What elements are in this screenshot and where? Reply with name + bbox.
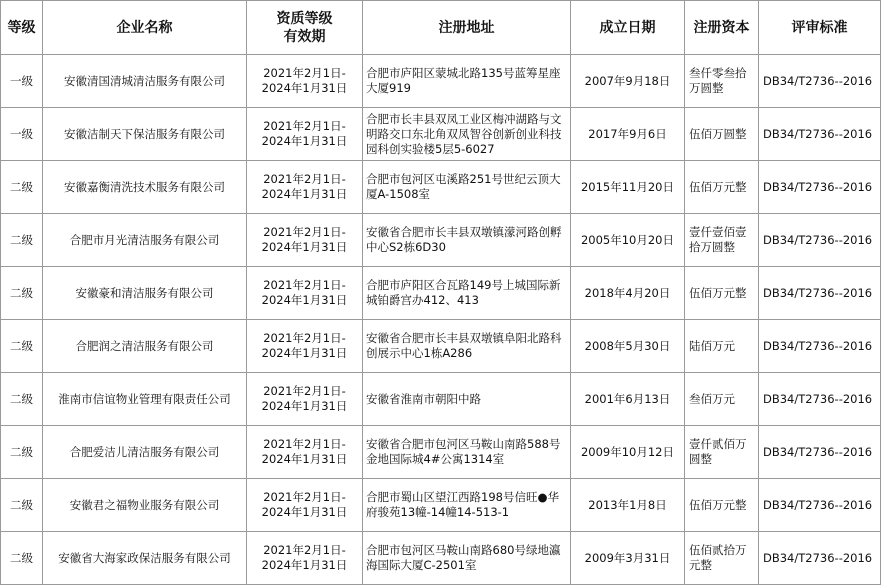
header-founded: 成立日期 xyxy=(571,1,685,55)
cell-capital: 壹仟贰佰万圆整 xyxy=(685,426,759,479)
cell-company: 安徽豪和清洁服务有限公司 xyxy=(43,267,247,320)
cell-company: 安徽洁制天下保洁服务有限公司 xyxy=(43,108,247,161)
cell-address: 合肥市庐阳区合瓦路149号上城国际新城铂爵宫办412、413 xyxy=(363,267,571,320)
table-row xyxy=(1,532,881,585)
cell-capital: 伍佰万圆整 xyxy=(685,108,759,161)
cell-grade: 二级 xyxy=(1,267,43,320)
cell-validity: 2021年2月1日- 2024年1月31日 xyxy=(247,320,363,373)
cell-founded: 2001年6月13日 xyxy=(571,373,685,426)
cell-capital: 叁仟零叁拾万圆整 xyxy=(685,55,759,108)
cell-grade: 二级 xyxy=(1,426,43,479)
cell-standard: DB34/T2736--2016 xyxy=(759,320,881,373)
cell-capital: 伍佰贰拾万元整 xyxy=(685,532,759,585)
cell-grade: 二级 xyxy=(1,320,43,373)
cell-company: 淮南市信谊物业管理有限责任公司 xyxy=(43,373,247,426)
cell-validity: 2021年2月1日- 2024年1月31日 xyxy=(247,55,363,108)
cell-address: 合肥市长丰县双凤工业区梅冲湖路与文明路交口东北角双凤智谷创新创业科技园科创实验楼5层5-6027 xyxy=(363,108,571,161)
cell-capital: 叁佰万元 xyxy=(685,373,759,426)
cell-grade: 二级 xyxy=(1,161,43,214)
cell-address: 安徽省合肥市长丰县双墩镇濛河路创孵中心S2栋6D30 xyxy=(363,214,571,267)
table-row xyxy=(1,479,881,532)
cell-standard: DB34/T2736--2016 xyxy=(759,532,881,585)
cell-validity: 2021年2月1日- 2024年1月31日 xyxy=(247,267,363,320)
header-grade: 等级 xyxy=(1,1,43,55)
cell-grade: 二级 xyxy=(1,532,43,585)
cell-standard: DB34/T2736--2016 xyxy=(759,373,881,426)
cell-standard: DB34/T2736--2016 xyxy=(759,161,881,214)
header-address: 注册地址 xyxy=(363,1,571,55)
header-company: 企业名称 xyxy=(43,1,247,55)
cell-company: 安徽清国清城清洁服务有限公司 xyxy=(43,55,247,108)
cell-address: 合肥市蜀山区望江西路198号信旺●华府骏苑13幢-14幢14-513-1 xyxy=(363,479,571,532)
cell-founded: 2017年9月6日 xyxy=(571,108,685,161)
cell-company: 合肥润之清洁服务有限公司 xyxy=(43,320,247,373)
cell-standard: DB34/T2736--2016 xyxy=(759,479,881,532)
cell-capital: 伍佰万元整 xyxy=(685,479,759,532)
cell-validity: 2021年2月1日- 2024年1月31日 xyxy=(247,426,363,479)
header-standard: 评审标准 xyxy=(759,1,881,55)
cell-validity: 2021年2月1日- 2024年1月31日 xyxy=(247,532,363,585)
cell-capital: 陆佰万元 xyxy=(685,320,759,373)
cell-validity: 2021年2月1日- 2024年1月31日 xyxy=(247,479,363,532)
cell-address: 安徽省合肥市包河区马鞍山南路588号金地国际城4#公寓1314室 xyxy=(363,426,571,479)
cell-standard: DB34/T2736--2016 xyxy=(759,108,881,161)
cell-address: 安徽省淮南市朝阳中路 xyxy=(363,373,571,426)
cell-standard: DB34/T2736--2016 xyxy=(759,426,881,479)
table-row xyxy=(1,55,881,108)
table-row xyxy=(1,161,881,214)
cell-validity: 2021年2月1日- 2024年1月31日 xyxy=(247,373,363,426)
cell-address: 安徽省合肥市长丰县双墩镇阜阳北路科创展示中心1栋A286 xyxy=(363,320,571,373)
table-row xyxy=(1,320,881,373)
cell-grade: 一级 xyxy=(1,108,43,161)
cell-founded: 2007年9月18日 xyxy=(571,55,685,108)
cell-validity: 2021年2月1日- 2024年1月31日 xyxy=(247,214,363,267)
cell-standard: DB34/T2736--2016 xyxy=(759,267,881,320)
cell-founded: 2009年3月31日 xyxy=(571,532,685,585)
cell-capital: 壹仟壹佰壹拾万圆整 xyxy=(685,214,759,267)
cell-standard: DB34/T2736--2016 xyxy=(759,214,881,267)
table-row xyxy=(1,108,881,161)
cell-company: 合肥爱洁儿清洁服务有限公司 xyxy=(43,426,247,479)
cell-address: 合肥市包河区屯溪路251号世纪云顶大厦A-1508室 xyxy=(363,161,571,214)
cell-founded: 2018年4月20日 xyxy=(571,267,685,320)
cell-company: 安徽君之福物业服务有限公司 xyxy=(43,479,247,532)
cell-grade: 二级 xyxy=(1,373,43,426)
cell-founded: 2013年1月8日 xyxy=(571,479,685,532)
cell-company: 合肥市月光清洁服务有限公司 xyxy=(43,214,247,267)
table-row xyxy=(1,426,881,479)
cell-grade: 二级 xyxy=(1,214,43,267)
table-row xyxy=(1,267,881,320)
cell-company: 安徽嘉衡清洗技术服务有限公司 xyxy=(43,161,247,214)
cell-standard: DB34/T2736--2016 xyxy=(759,55,881,108)
cell-address: 合肥市包河区马鞍山南路680号绿地瀛海国际大厦C-2501室 xyxy=(363,532,571,585)
table-row xyxy=(1,214,881,267)
cell-company: 安徽省大海家政保洁服务有限公司 xyxy=(43,532,247,585)
table-row xyxy=(1,373,881,426)
cell-validity: 2021年2月1日- 2024年1月31日 xyxy=(247,161,363,214)
cell-grade: 一级 xyxy=(1,55,43,108)
cell-founded: 2015年11月20日 xyxy=(571,161,685,214)
cell-capital: 伍佰万元整 xyxy=(685,161,759,214)
cell-grade: 二级 xyxy=(1,479,43,532)
cell-address: 合肥市庐阳区蒙城北路135号蓝筹星座大厦919 xyxy=(363,55,571,108)
header-capital: 注册资本 xyxy=(685,1,759,55)
cell-validity: 2021年2月1日- 2024年1月31日 xyxy=(247,108,363,161)
cell-founded: 2005年10月20日 xyxy=(571,214,685,267)
header-validity: 资质等级 有效期 xyxy=(247,1,363,55)
cell-founded: 2008年5月30日 xyxy=(571,320,685,373)
cell-capital: 伍佰万元整 xyxy=(685,267,759,320)
table-header-row xyxy=(1,1,881,55)
cell-founded: 2009年10月12日 xyxy=(571,426,685,479)
